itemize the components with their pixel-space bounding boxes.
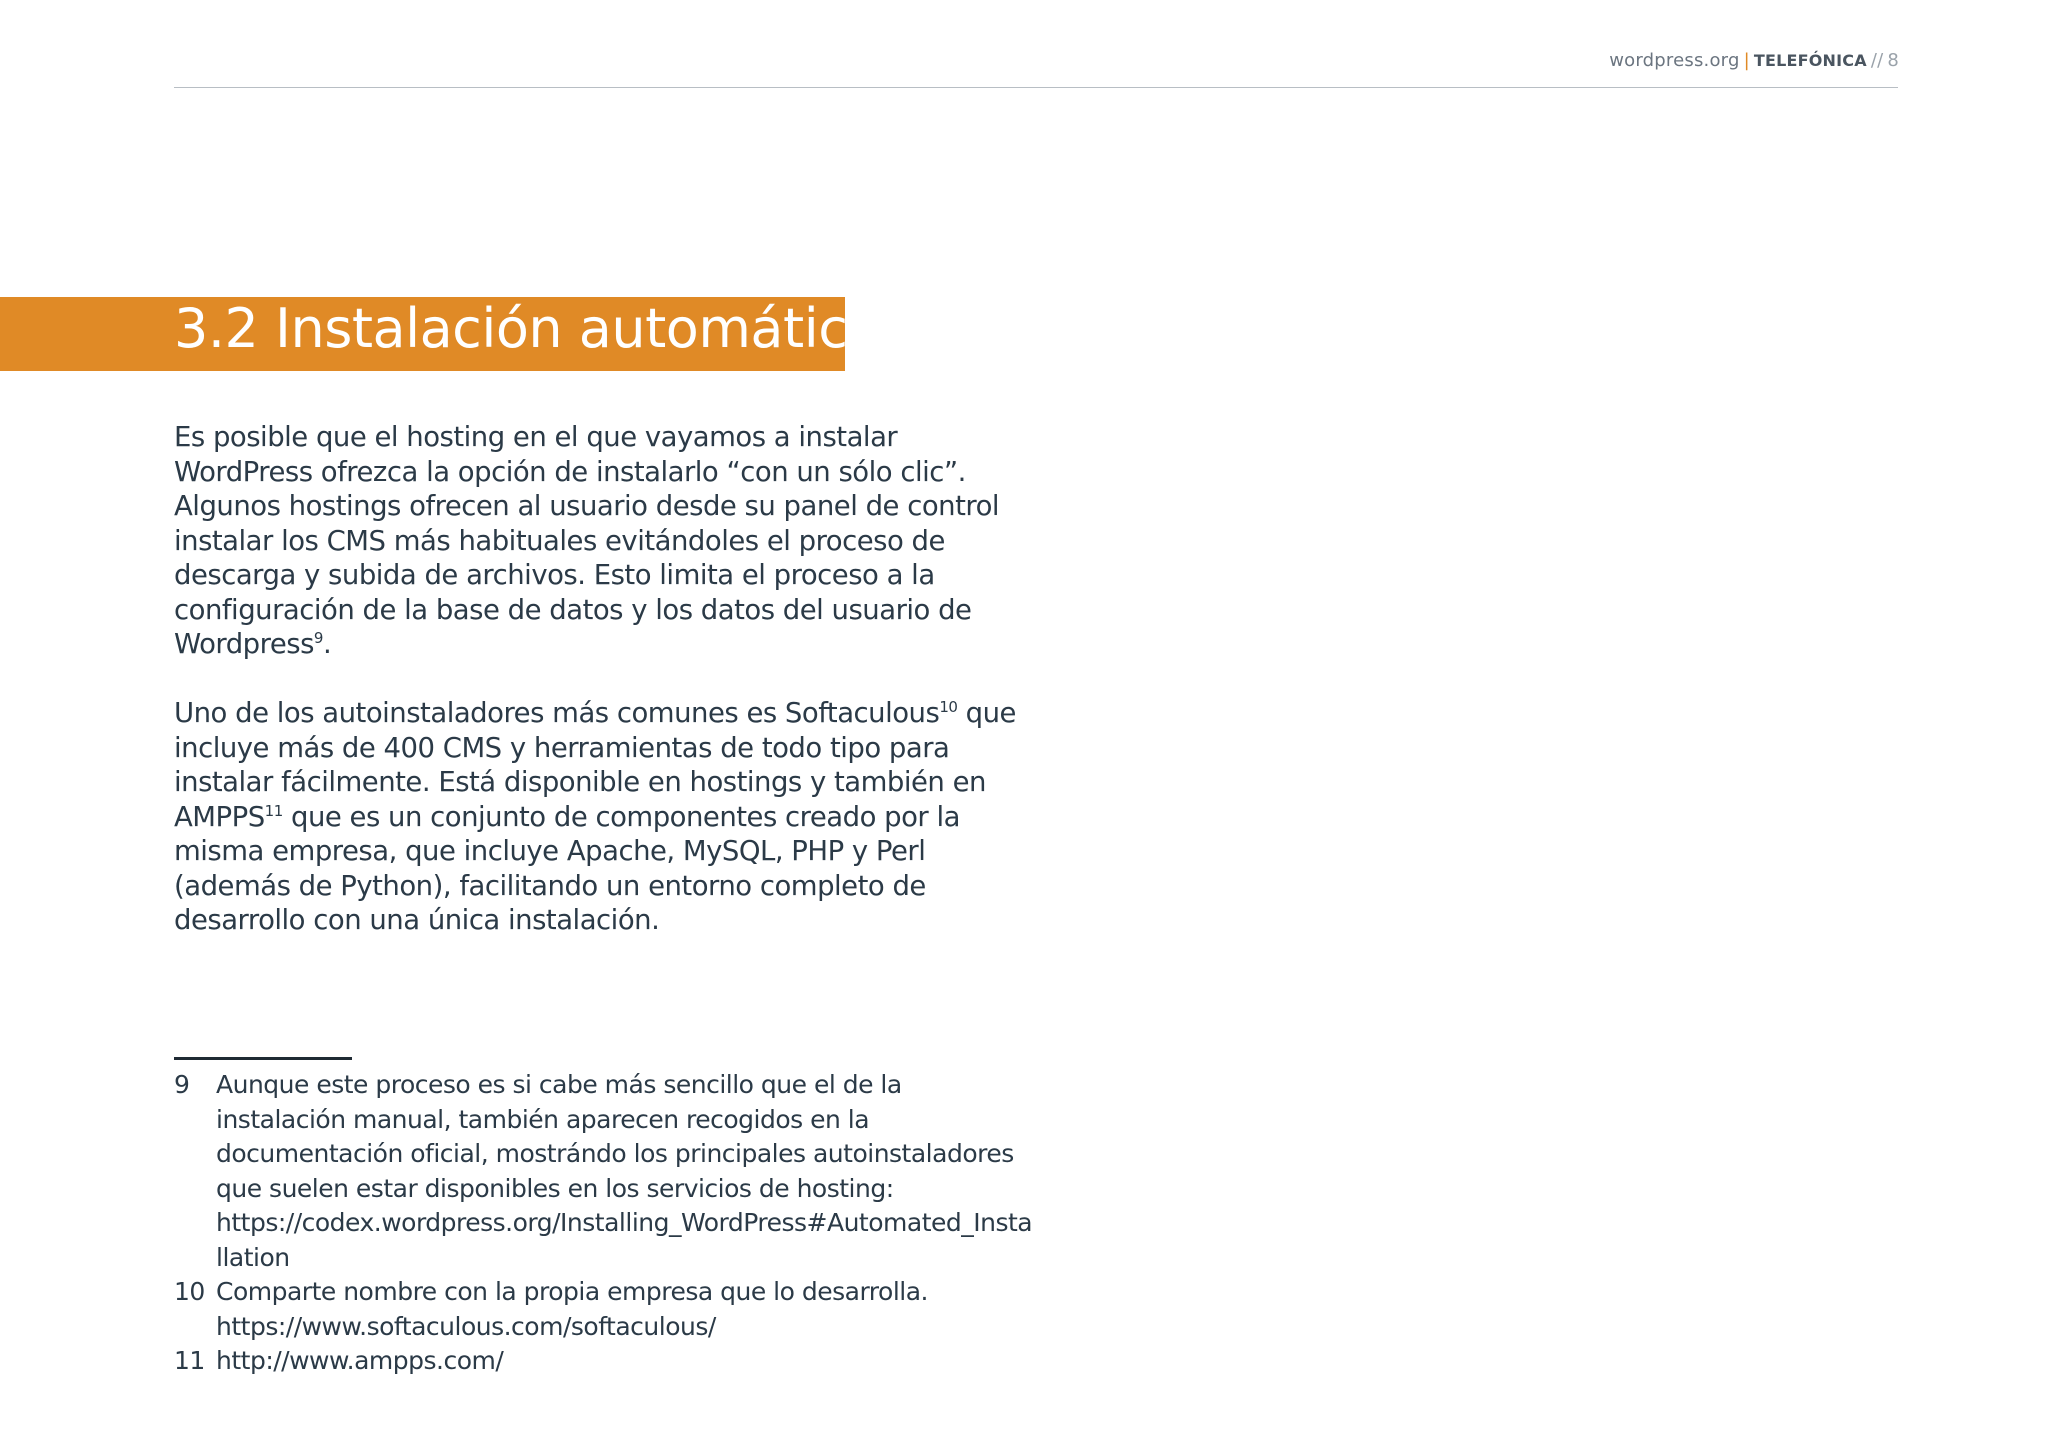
header-divider	[174, 87, 1898, 88]
footnote-divider	[174, 1057, 352, 1060]
paragraph-1-text: Es posible que el hosting en el que vayamos a instalar WordPress ofrezca la opción de instalarlo “con un sólo clic”. Algunos hostings ofrecen al usuario desde su panel de control instalar los CMS más habituales evitándoles el proceso de descarga y subida de archivos. Esto limita el proceso a la configuración de la base de datos y los datos del usuario de Wordpress	[174, 421, 1000, 660]
paragraph-2-part-1: Uno de los autoinstaladores más comunes es Softaculous	[174, 697, 940, 729]
footnote-number: 11	[174, 1346, 205, 1375]
footnote-ref-10[interactable]: 10	[939, 697, 958, 716]
section-title: 3.2 Instalación automática	[174, 297, 880, 360]
header-site: wordpress.org	[1609, 50, 1740, 71]
header-brand: TELEFÓNICA	[1753, 51, 1867, 70]
paragraph-1	[174, 420, 1034, 662]
footnotes	[174, 1068, 1034, 1379]
page-number: 8	[1887, 50, 1899, 71]
paragraph-1-end: .	[322, 628, 332, 660]
footnote-link[interactable]: https://www.softaculous.com/softaculous/	[216, 1311, 716, 1341]
footnote-text: Comparte nombre con la propia empresa que lo desarrolla.	[216, 1277, 928, 1306]
paragraph-2	[174, 696, 1034, 938]
paragraph-2-part-2: que incluye más de 400 CMS y herramientas de todo tipo para instalar fácilmente. Está disponible en hostings y también en AMPPS	[174, 697, 1016, 833]
footnote-link[interactable]: http://www.ampps.com/	[216, 1346, 504, 1375]
header-separator: |	[1743, 50, 1750, 71]
footnote-9	[174, 1068, 1034, 1275]
footnote-text: Aunque este proceso es si cabe más sencillo que el de la instalación manual, también aparecen recogidos en la documentación oficial, mostrándo los principales autoinstaladores que suelen estar disponibles en los servicios de hosting:	[216, 1070, 1014, 1203]
footnote-number: 9	[174, 1070, 190, 1099]
footnote-ref-9[interactable]: 9	[313, 628, 323, 647]
footnote-link[interactable]: https://codex.wordpress.org/Installing_WordPress#Automated_Installation	[216, 1208, 1033, 1272]
footnote-number: 10	[174, 1277, 205, 1306]
page-header	[1609, 50, 1899, 71]
body-text	[174, 420, 1034, 972]
header-slash: //	[1870, 50, 1884, 71]
footnote-10	[174, 1275, 1034, 1344]
footnote-11	[174, 1344, 1034, 1379]
paragraph-2-part-3: que es un conjunto de componentes creado por la misma empresa, que incluye Apache, MySQL, PHP y Perl (además de Python), facilitando un entorno completo de desarrollo con una única instalación.	[174, 800, 960, 936]
footnote-ref-11[interactable]: 11	[264, 801, 283, 820]
